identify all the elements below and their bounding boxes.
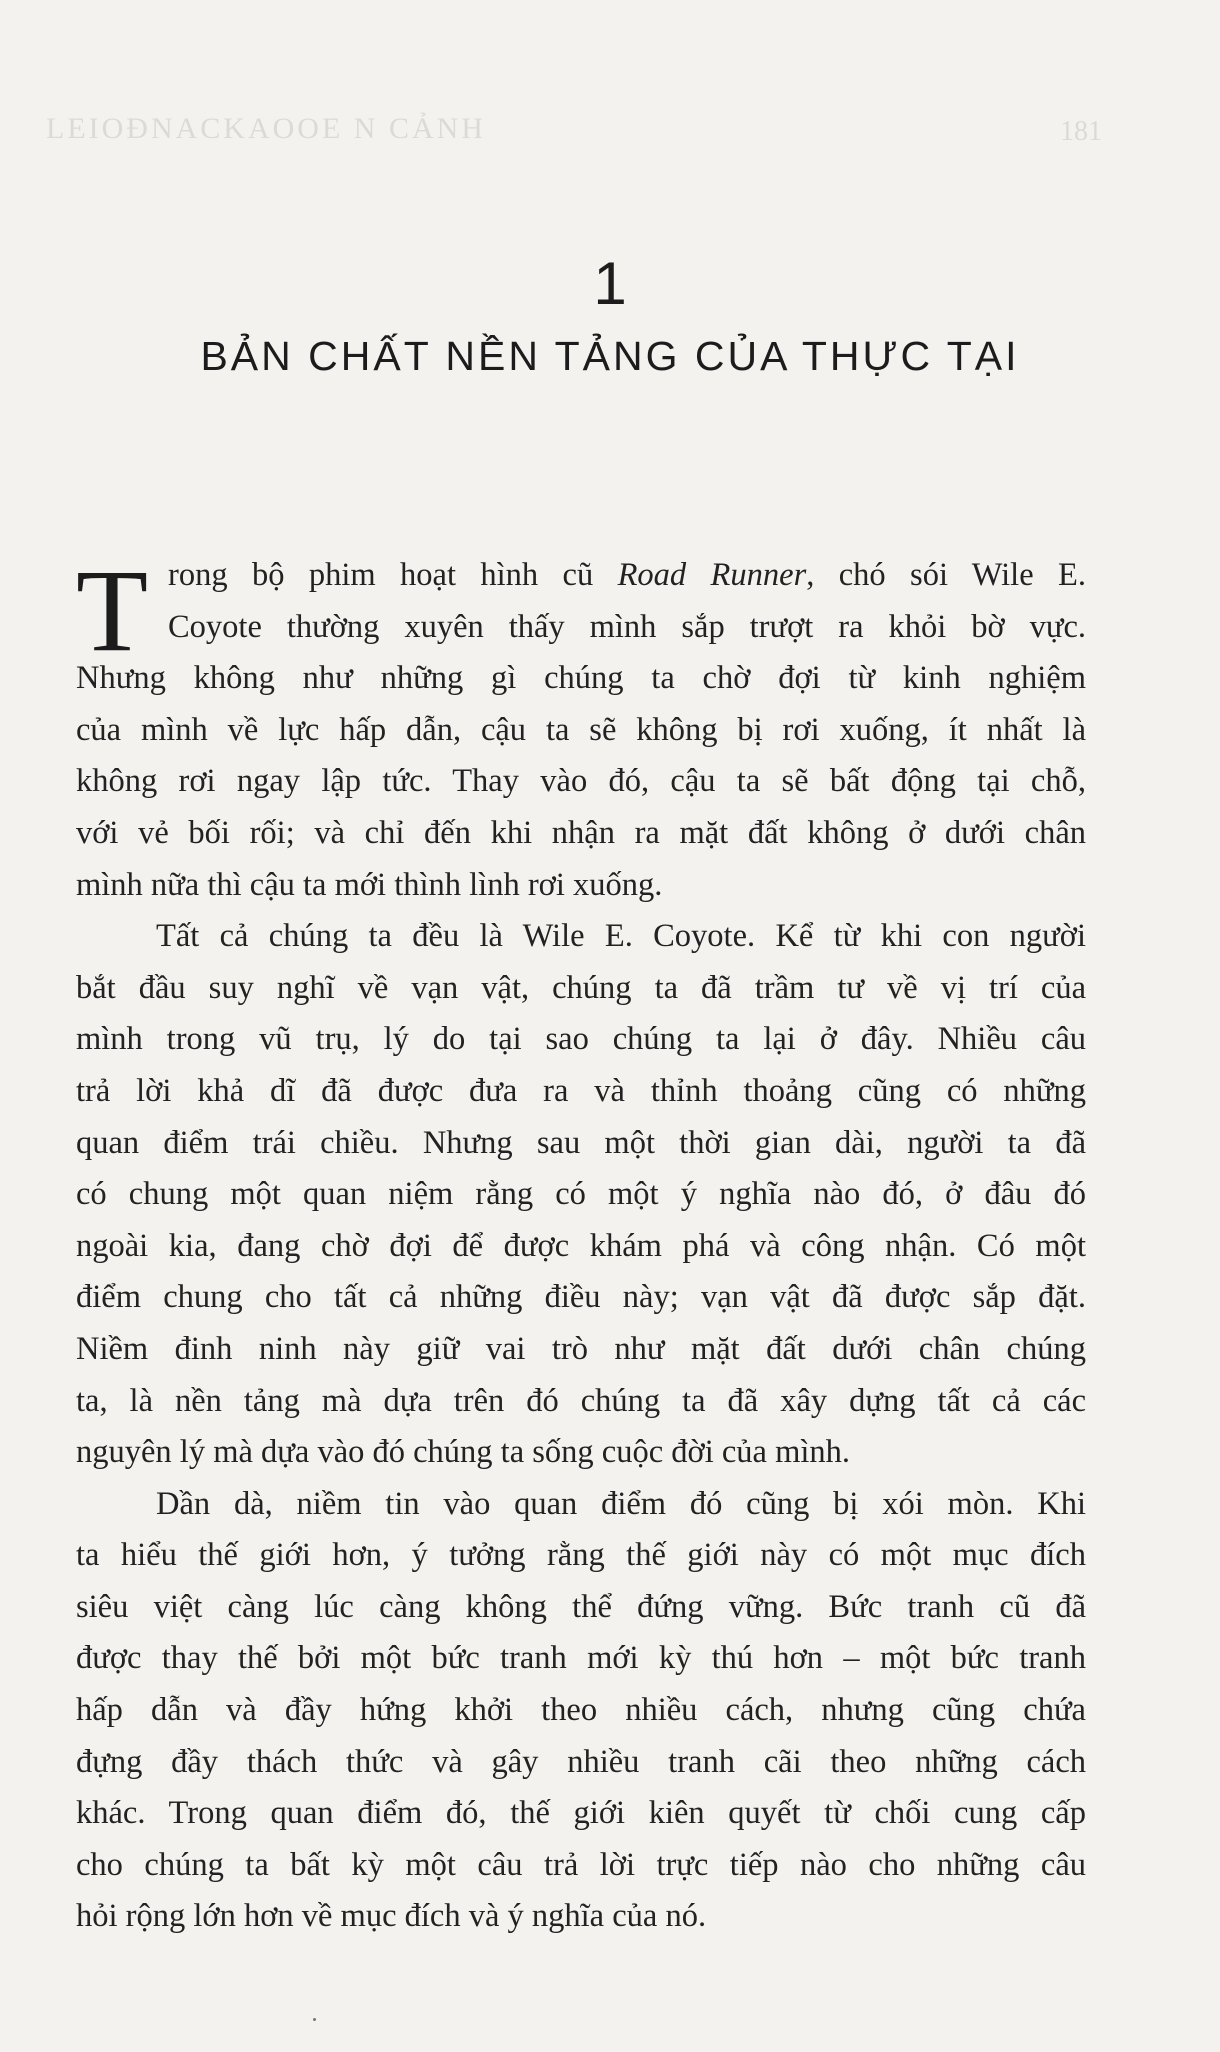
drop-cap: T bbox=[76, 545, 149, 676]
text-line: trả lời khả dĩ đã được đưa ra và thỉnh thoảng cũng có những bbox=[76, 1072, 1086, 1109]
text-line: Dần dà, niềm tin vào quan điểm đó cũng bị xói mòn. Khi bbox=[156, 1485, 1086, 1522]
paragraph-1 bbox=[76, 545, 1086, 911]
text-line: điểm chung cho tất cả những điều này; vạn vật đã được sắp đặt. bbox=[76, 1279, 1086, 1316]
chapter-title: BẢN CHẤT NỀN TẢNG CỦA THỰC TẠI bbox=[200, 333, 1020, 379]
text-line: hấp dẫn và đầy hứng khởi theo nhiều cách, nhưng cũng chứa bbox=[76, 1692, 1086, 1729]
text-line: ta hiểu thế giới hơn, ý tưởng rằng thế giới này có một mục đích bbox=[76, 1537, 1086, 1574]
text-line: Nhưng không như những gì chúng ta chờ đợi từ kinh nghiệm bbox=[76, 660, 1086, 697]
bleed-through-header: LEIOÐNACKAOOE N CẢNH bbox=[46, 112, 486, 145]
text-line: với vẻ bối rối; và chỉ đến khi nhận ra mặt đất không ở dưới chân bbox=[76, 814, 1086, 851]
text-line: ta, là nền tảng mà dựa trên đó chúng ta đã xây dựng tất cả các bbox=[76, 1382, 1086, 1419]
text-line: đựng đầy thách thức và gây nhiều tranh cãi theo những cách bbox=[76, 1743, 1086, 1780]
text-line: ngoài kia, đang chờ đợi để được khám phá và công nhận. Có một bbox=[76, 1227, 1086, 1264]
text-line: rong bộ phim hoạt hình cũ Road Runner, chó sói Wile E. bbox=[168, 557, 1086, 593]
text-line: Niềm đinh ninh này giữ vai trò như mặt đất dưới chân chúng bbox=[76, 1330, 1086, 1367]
text-line: nguyên lý mà dựa vào đó chúng ta sống cuộc đời của mình. bbox=[76, 1434, 851, 1471]
paragraph-3 bbox=[76, 1479, 1086, 1943]
text-line: Coyote thường xuyên thấy mình sắp trượt ra khỏi bờ vực. bbox=[168, 608, 1086, 645]
text-line: Tất cả chúng ta đều là Wile E. Coyote. Kể từ khi con người bbox=[156, 918, 1086, 955]
bleed-through-page-number: 181 bbox=[1060, 116, 1102, 147]
text-line: có chung một quan niệm rằng có một ý nghĩa nào đó, ở đâu đó bbox=[76, 1176, 1086, 1213]
text-line: được thay thế bởi một bức tranh mới kỳ thú hơn – một bức tranh bbox=[76, 1640, 1086, 1677]
text-line: bắt đầu suy nghĩ về vạn vật, chúng ta đã trầm tư về vị trí của bbox=[76, 969, 1086, 1006]
chapter-number: 1 bbox=[593, 250, 627, 317]
text-line: cho chúng ta bất kỳ một câu trả lời trực tiếp nào cho những câu bbox=[76, 1846, 1086, 1883]
text-line: siêu việt càng lúc càng không thể đứng vững. Bức tranh cũ đã bbox=[76, 1588, 1086, 1625]
text-line: mình trong vũ trụ, lý do tại sao chúng ta lại ở đây. Nhiều câu bbox=[76, 1021, 1086, 1058]
text-line: mình nữa thì cậu ta mới thình lình rơi xuống. bbox=[76, 866, 663, 903]
text-line: khác. Trong quan điểm đó, thế giới kiên quyết từ chối cung cấp bbox=[76, 1795, 1086, 1832]
text-line: của mình về lực hấp dẫn, cậu ta sẽ không bị rơi xuống, ít nhất là bbox=[76, 711, 1086, 748]
film-title: Road Runner bbox=[617, 557, 807, 593]
paper-speck bbox=[313, 2018, 316, 2021]
chapter-body bbox=[76, 545, 1086, 1943]
text-line: không rơi ngay lập tức. Thay vào đó, cậu ta sẽ bất động tại chỗ, bbox=[76, 763, 1086, 800]
text-line: hỏi rộng lớn hơn về mục đích và ý nghĩa của nó. bbox=[76, 1898, 707, 1935]
paragraph-2 bbox=[76, 911, 1086, 1479]
text-line: quan điểm trái chiều. Nhưng sau một thời gian dài, người ta đã bbox=[76, 1124, 1086, 1161]
